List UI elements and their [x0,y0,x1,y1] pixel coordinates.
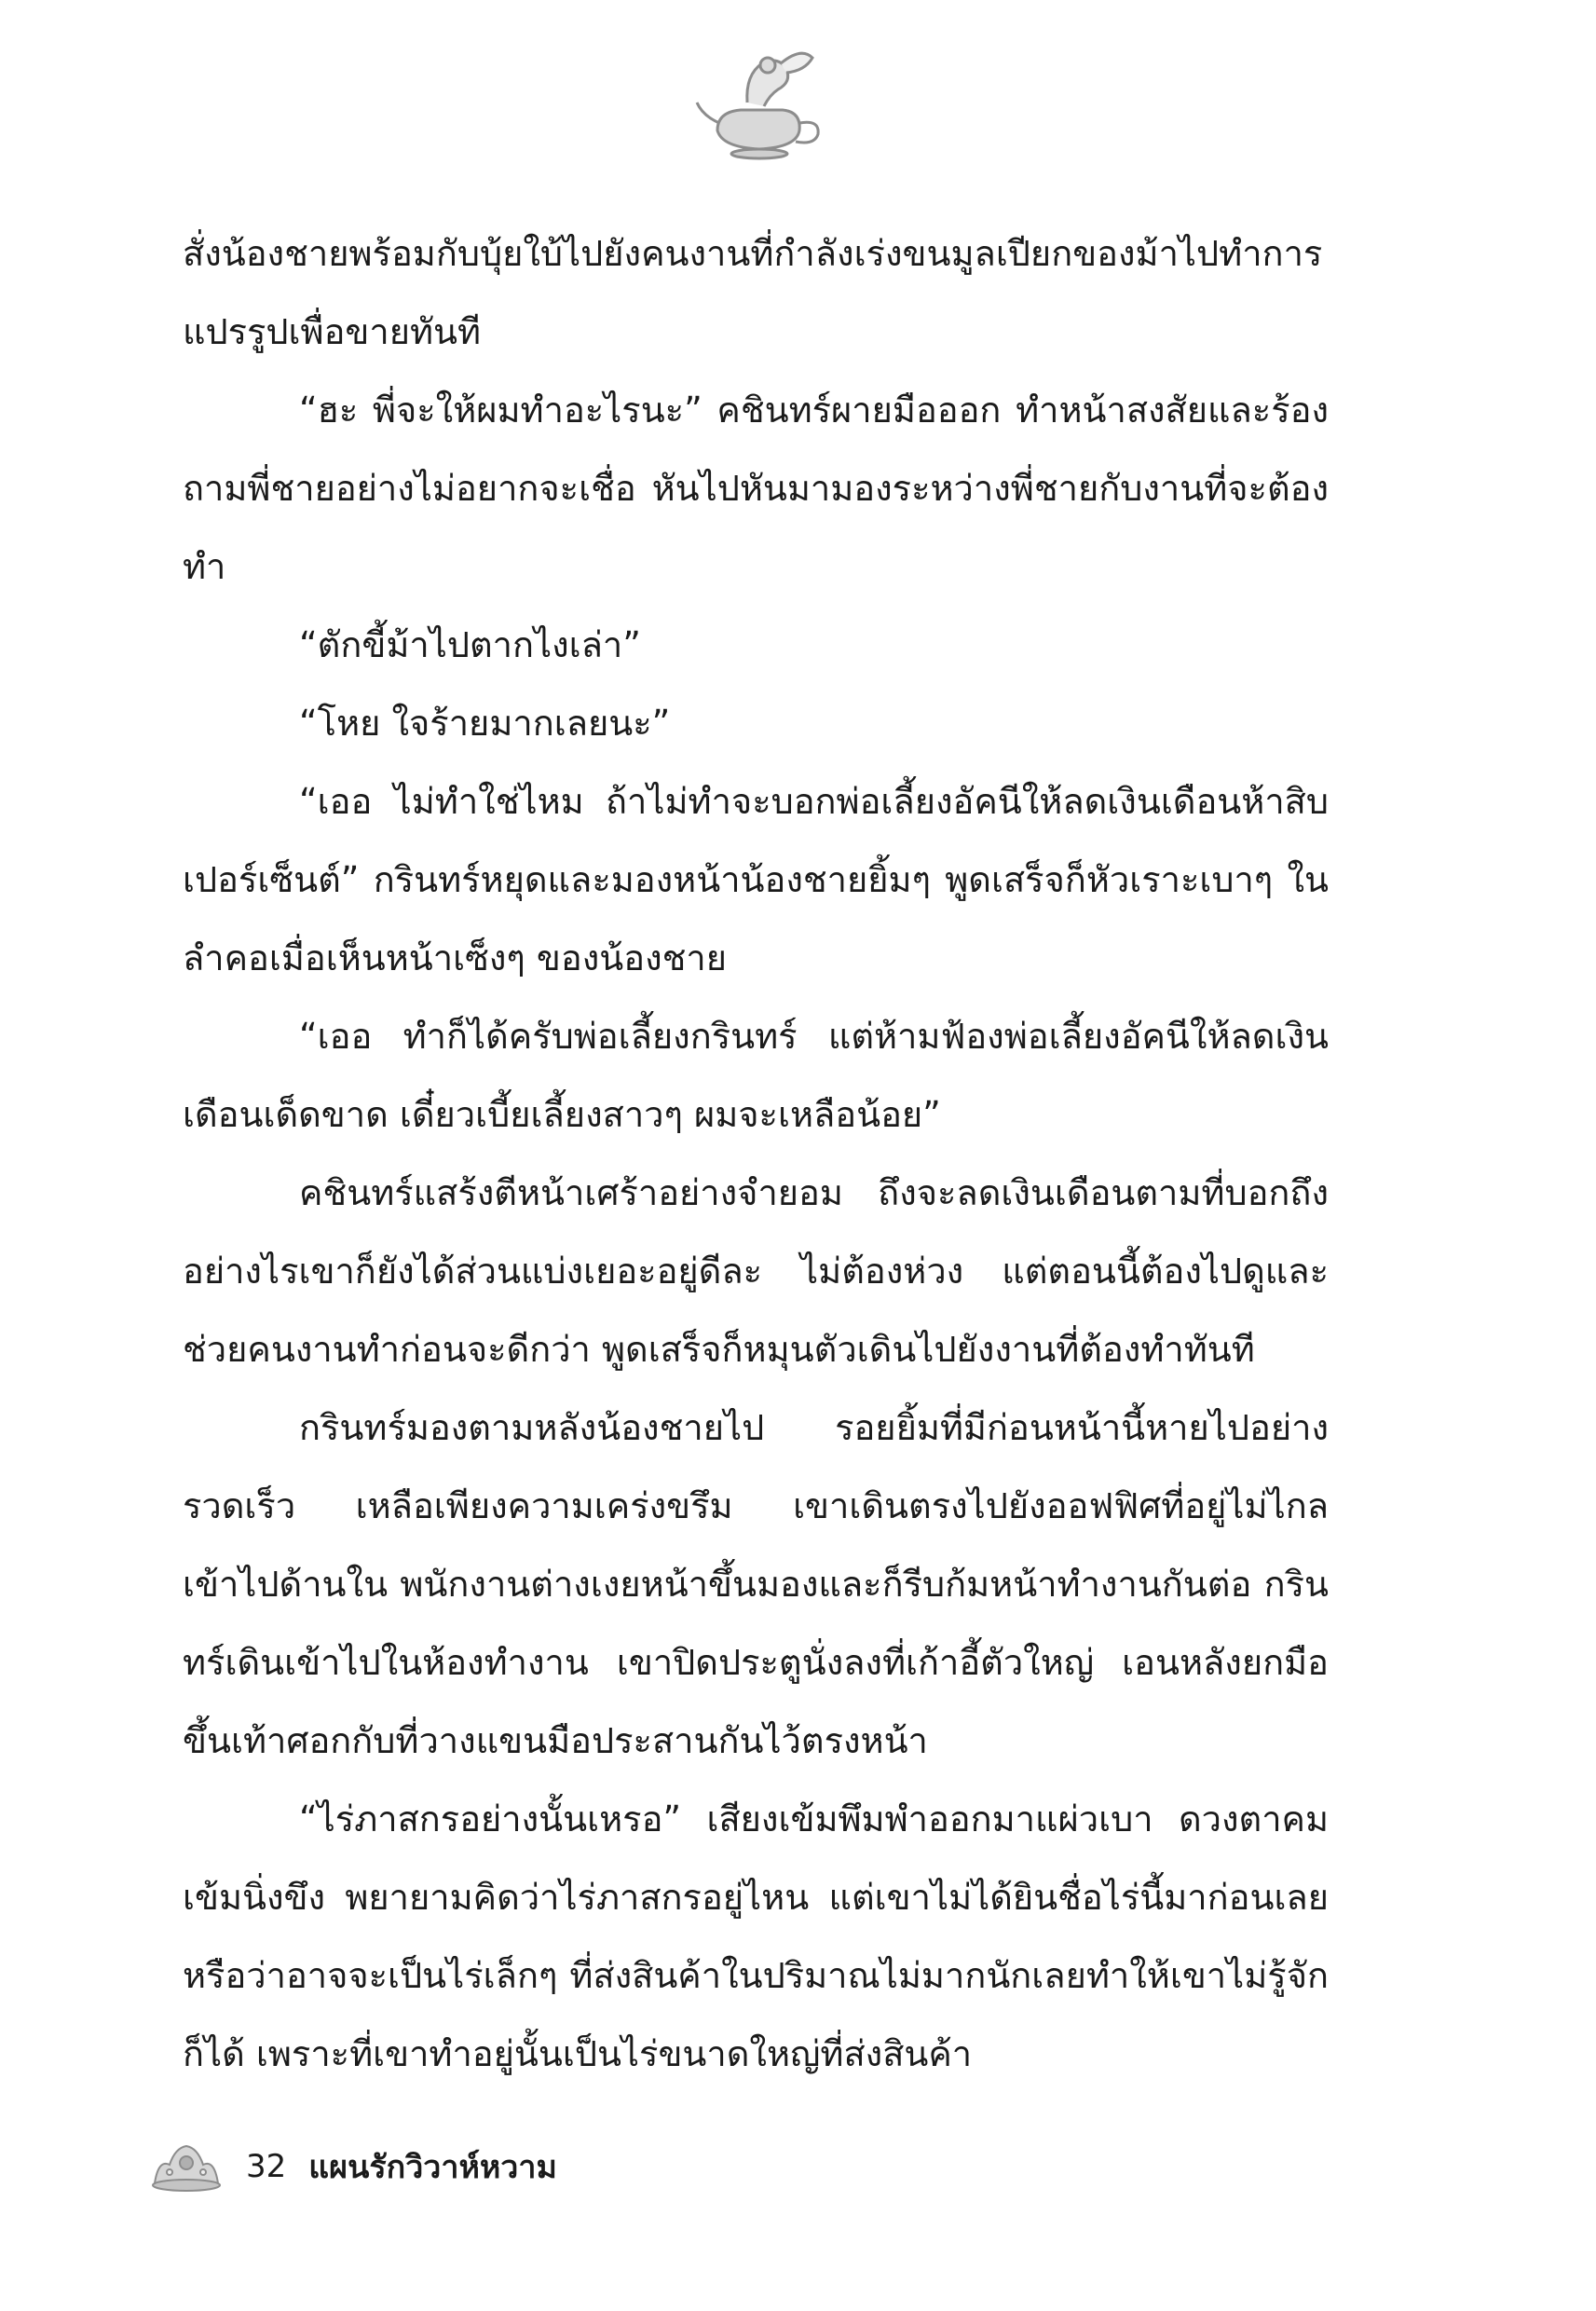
paragraph: “เออ ไม่ทำใช่ไหม ถ้าไม่ทำจะบอกพ่อเลี้ยงอัคนีให้ลดเงินเดือนห้าสิบเปอร์เซ็นต์” กรินทร์หยุดและมองหน้าน้องชายยิ้มๆ พูดเสร็จก็หัวเราะเบาๆ ในลำคอเมื่อเห็นหน้าเซ็งๆ ของน้องชาย [183,781,1329,978]
paragraph: “โหย ใจร้ายมากเลยนะ” [299,703,671,744]
page-footer [149,2134,557,2199]
body-text [183,214,1329,2093]
tiara-crown-icon [149,2137,224,2196]
paragraph: คชินทร์แสร้งตีหน้าเศร้าอย่างจำยอม ถึงจะลดเงินเดือนตามที่บอกถึงอย่างไรเขาก็ยังได้ส่วนแบ่งเยอะอยู่ดีละ ไม่ต้องห่วง แต่ตอนนี้ต้องไปดูและช่วยคนงานทำก่อนจะดีกว่า พูดเสร็จก็หมุนตัวเดินไปยังงานที่ต้องทำทันที [183,1172,1329,1370]
paragraph: “ไร่ภาสกรอย่างนั้นเหรอ” เสียงเข้มพึมพำออกมาแผ่วเบา ดวงตาคมเข้มนิ่งขึง พยายามคิดว่าไร่ภาสกรอยู่ไหน แต่เขาไม่ได้ยินชื่อไร่นี้มาก่อนเลย หรือว่าอาจจะเป็นไร่เล็กๆ ที่ส่งสินค้าในปริมาณไม่มากนักเลยทำให้เขาไม่รู้จักก็ได้ เพราะที่เขาทำอยู่นั้นเป็นไร่ขนาดใหญ่ที่ส่งสินค้า [183,1798,1329,2074]
page-number: 32 [246,2148,287,2185]
teapot-cupid-ornament-icon [689,37,829,177]
paragraph: กรินทร์มองตามหลังน้องชายไป รอยยิ้มที่มีก่อนหน้านี้หายไปอย่างรวดเร็ว เหลือเพียงความเคร่งขรึม เขาเดินตรงไปยังออฟฟิศที่อยู่ไม่ไกล เข้าไปด้านใน พนักงานต่างเงยหน้าขึ้นมองและก็รีบก้มหน้าทำงานกันต่อ กรินทร์เดินเข้าไปในห้องทำงาน เขาปิดประตูนั่งลงที่เก้าอี้ตัวใหญ่ เอนหลังยกมือขึ้นเท้าศอกกับที่วางแขนมือประสานกันไว้ตรงหน้า [183,1407,1329,1761]
paragraph: “ฮะ พี่จะให้ผมทำอะไรนะ” คชินทร์ผายมือออก ทำหน้าสงสัยและร้องถามพี่ชายอย่างไม่อยากจะเชื่อ หันไปหันมามองระหว่างพี่ชายกับงานที่จะต้องทำ [183,390,1329,587]
paragraph: “เออ ทำก็ได้ครับพ่อเลี้ยงกรินทร์ แต่ห้ามฟ้องพ่อเลี้ยงอัคนีให้ลดเงินเดือนเด็ดขาด เดี๋ยวเบี้ยเลี้ยงสาวๆ ผมจะเหลือน้อย” [183,1016,1329,1135]
paragraph: สั่งน้องชายพร้อมกับบุ้ยใบ้ไปยังคนงานที่กำลังเร่งขนมูลเปียกของม้าไปทำการแปรรูปเพื่อขายทันที [183,233,1323,352]
book-title: แผนรักวิวาห์หวาม [308,2149,557,2186]
paragraph: “ตักขี้ม้าไปตากไงเล่า” [299,624,641,665]
